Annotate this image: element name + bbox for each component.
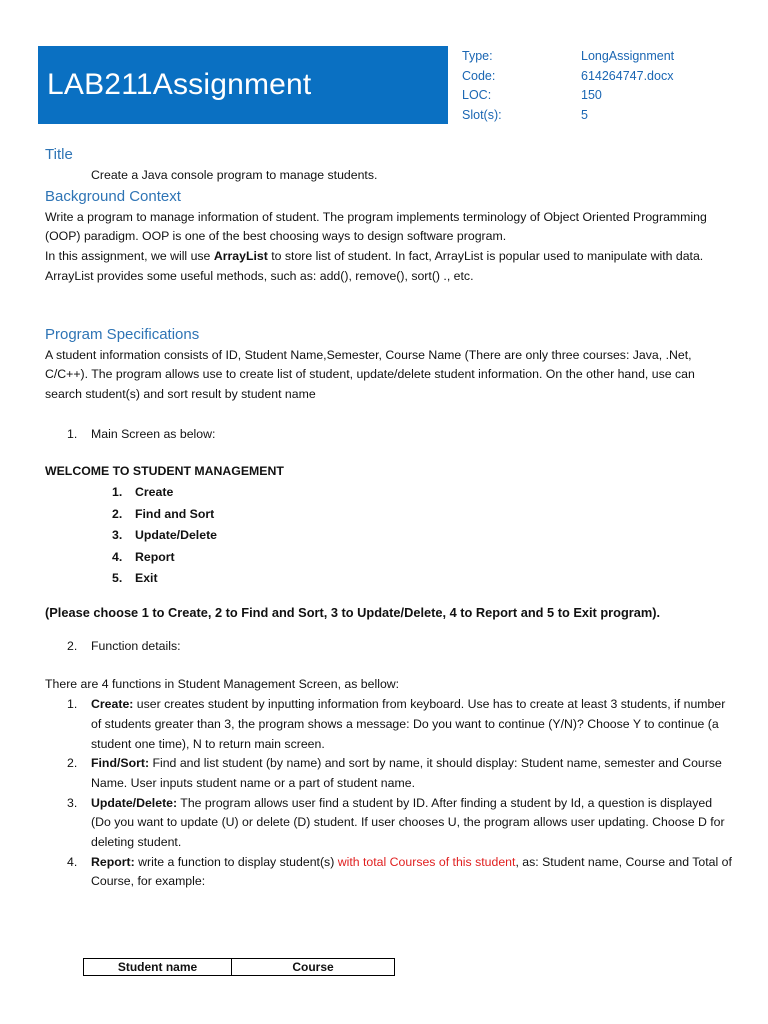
table-header-cell: Course: [232, 959, 395, 976]
background-heading: Background Context: [45, 187, 181, 205]
function-item: [45, 794, 735, 853]
function-name: Find/Sort:: [91, 756, 150, 771]
meta-value: 5: [581, 107, 588, 122]
functions-intro: There are 4 functions in Student Management Screen, as bellow:: [45, 677, 400, 692]
table-header-cell: Student name: [84, 959, 232, 976]
background-paragraph-2: [45, 247, 735, 286]
menu-item: [45, 525, 735, 547]
welcome-heading: WELCOME TO STUDENT MANAGEMENT: [45, 464, 284, 479]
menu-item: [45, 482, 735, 504]
function-text: The program allows user find a student by ID. After finding a student by Id, a question is displayed (Do you want to update (U) or delete (D) student. If user chooses U, the program allows user updating. Choose D for deleting student.: [91, 795, 725, 850]
item-text: Function details:: [91, 638, 181, 653]
text-run: to store list of student. In fact, ArrayList is popular used to manipulate with data. ArrayList provides some useful methods, such as: add(), remove(), sort() ., etc.: [45, 249, 704, 283]
meta-key: Slot(s):: [462, 107, 502, 122]
numbered-list: [45, 425, 735, 445]
document-title: LAB211Assignment: [47, 68, 312, 101]
table-header-row: [84, 959, 395, 976]
function-item: [45, 754, 735, 793]
function-item: [45, 853, 735, 892]
menu-item: [45, 568, 735, 590]
item-number: 1.: [112, 485, 123, 500]
specs-intro: A student information consists of ID, Student Name,Semester, Course Name (There are only three courses: Java, .Net, C/C++). The program allows use to create list of student, update/delete student information. On the other hand, use can search student(s) and sort result by student name: [45, 347, 695, 401]
title-banner: [38, 46, 448, 124]
meta-row-type: [462, 49, 762, 69]
function-name: Update/Delete:: [91, 795, 178, 810]
item-number: 4.: [67, 854, 78, 869]
choose-instruction: (Please choose 1 to Create, 2 to Find and Sort, 3 to Update/Delete, 4 to Report and 5 to Exit program).: [45, 605, 661, 620]
item-number: 1.: [67, 697, 78, 712]
meta-block: [462, 49, 762, 127]
menu-item: [45, 504, 735, 526]
meta-row-slots: [462, 108, 762, 128]
function-name: Report:: [91, 854, 135, 869]
document-body: [45, 144, 735, 892]
item-number: 4.: [112, 549, 123, 564]
meta-key: LOC:: [462, 88, 492, 102]
background-paragraph-1: Write a program to manage information of student. The program implements terminology of Object Oriented Programming (OOP) paradigm. OOP is one of the best choosing ways to design software program.: [45, 209, 707, 244]
highlighted-text: with total Courses of this student: [337, 854, 516, 869]
function-text: Find and list student (by name) and sort by name, it should display: Student name, semester and Course Name. User inputs student name or a part of student name.: [91, 756, 722, 790]
main-menu-list: [45, 482, 735, 590]
item-text: Update/Delete: [135, 528, 218, 543]
functions-list: [45, 695, 735, 892]
item-text: Find and Sort: [135, 506, 215, 521]
report-table: [83, 958, 395, 976]
function-item: [45, 695, 735, 754]
function-name: Create:: [91, 697, 134, 712]
function-text: user creates student by inputting information from keyboard. Use has to create at least 3 students, if number of students greater than 3, the program shows a message: Do you want to continue (Y/N)? Choose Y to continue (a student one time), N to return main screen.: [91, 697, 726, 751]
item-text: Exit: [135, 571, 158, 586]
item-number: 3.: [67, 795, 78, 810]
item-text: Main Screen as below:: [91, 426, 216, 441]
item-text: Report: [135, 549, 175, 564]
item-number: 1.: [67, 426, 78, 441]
meta-row-loc: [462, 88, 762, 108]
text-run: In this assignment, we will use: [45, 249, 214, 264]
bold-term: ArrayList: [213, 249, 268, 264]
specs-heading: Program Specifications: [45, 325, 200, 343]
meta-value: 150: [581, 88, 602, 102]
meta-key: Code:: [462, 68, 496, 83]
meta-key: Type:: [462, 49, 493, 63]
list-item: [45, 637, 735, 657]
item-number: 5.: [112, 571, 123, 586]
item-number: 3.: [112, 528, 123, 543]
title-heading: Title: [45, 146, 73, 163]
function-text: write a function to display student(s): [134, 854, 338, 869]
menu-item: [45, 547, 735, 569]
meta-row-code: [462, 69, 762, 89]
function-text: , as: Student name, Course and Total of Course, for example:: [91, 854, 732, 889]
item-text: Create: [135, 485, 174, 500]
meta-value: 614264747.docx: [581, 68, 674, 83]
item-number: 2.: [112, 506, 123, 521]
title-text: Create a Java console program to manage students.: [91, 168, 378, 182]
meta-value: LongAssignment: [581, 49, 675, 63]
item-number: 2.: [67, 638, 78, 653]
numbered-list: [45, 637, 735, 657]
list-item: [45, 425, 735, 445]
item-number: 2.: [67, 756, 78, 771]
